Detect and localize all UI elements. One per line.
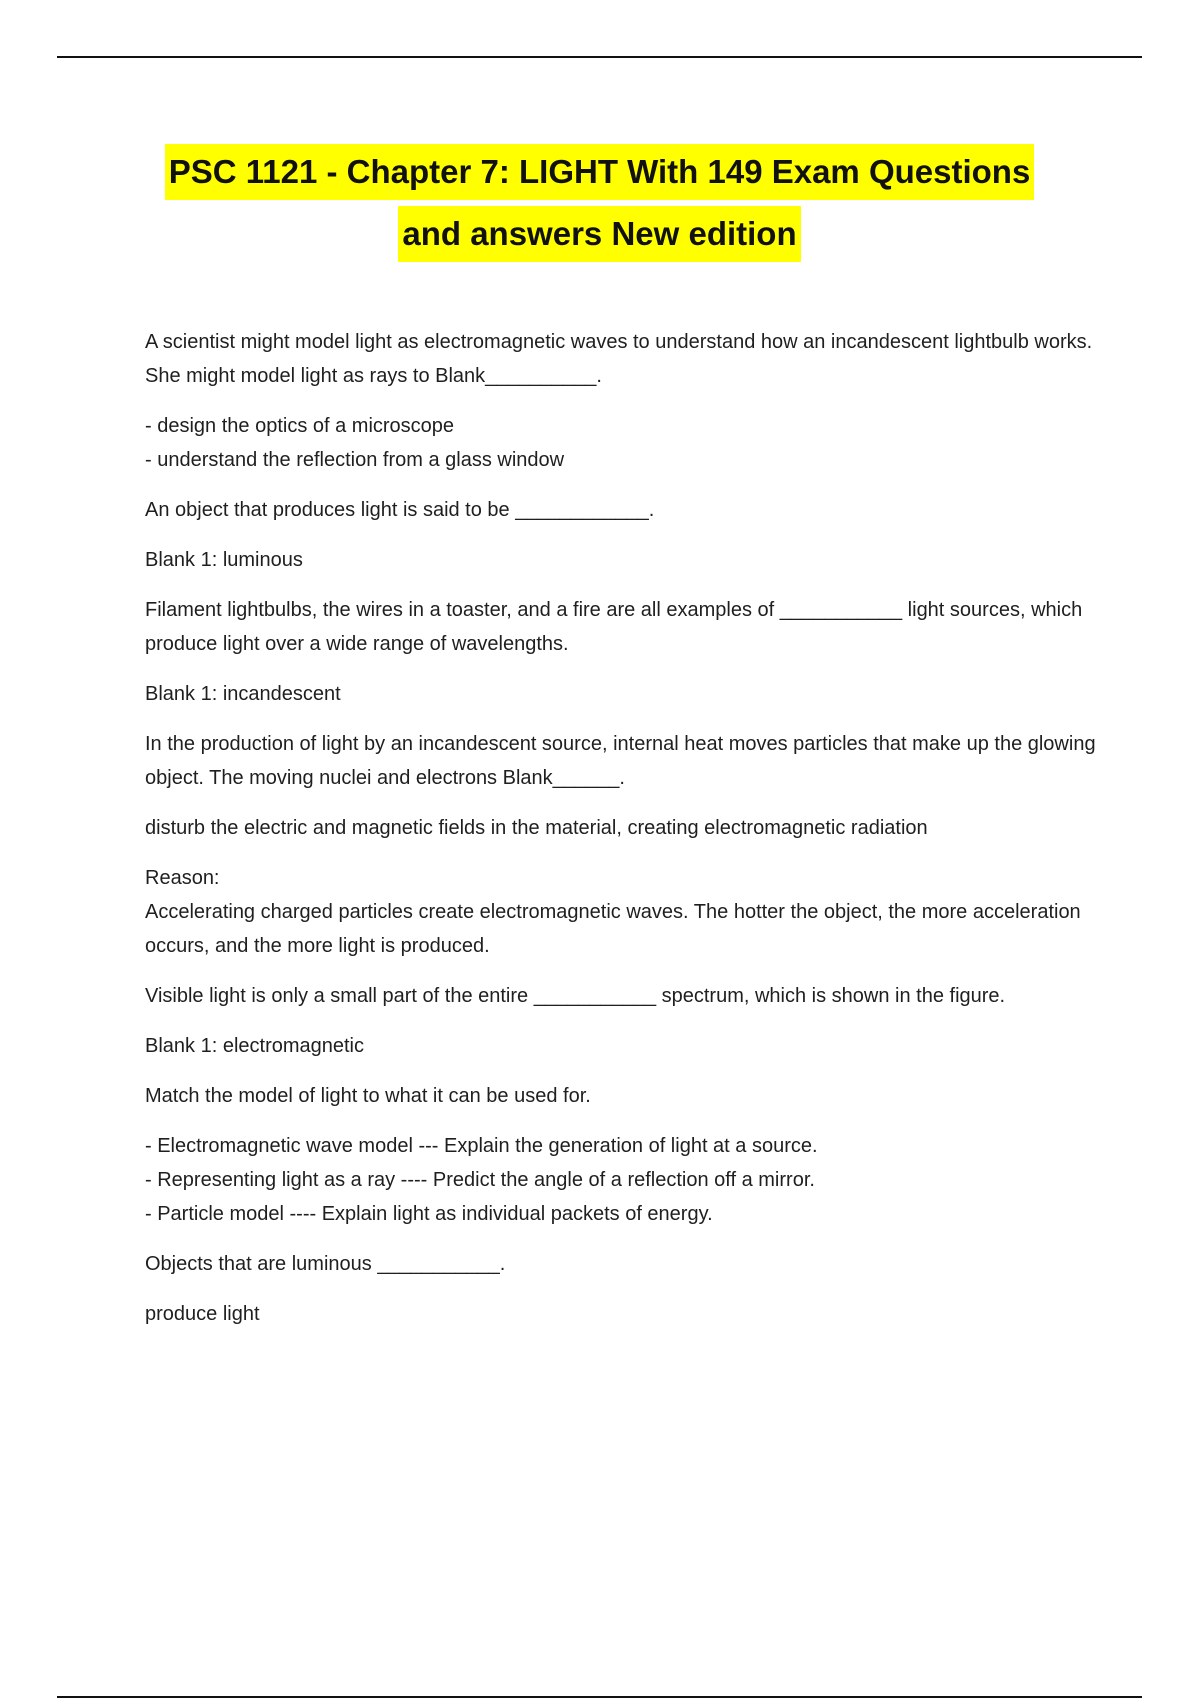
reason-block xyxy=(145,861,1105,963)
top-rule xyxy=(57,56,1142,58)
reason-label: Reason: xyxy=(145,867,220,889)
answer-5: Blank 1: electromagnetic xyxy=(145,1035,365,1057)
question-3: Filament lightbulbs, the wires in a toaster, and a fire are all examples of ___________ light sources, which produce light over a wide range of wavelengths. xyxy=(145,599,1083,655)
reason-text: Accelerating charged particles create electromagnetic waves. The hotter the object, the more acceleration occurs, and the more light is produced. xyxy=(145,901,1081,957)
bottom-rule xyxy=(57,1696,1142,1698)
title-line-1: PSC 1121 - Chapter 7: LIGHT With 149 Exam Questions xyxy=(165,144,1035,200)
question-5: Visible light is only a small part of the entire ___________ spectrum, which is shown in the figure. xyxy=(145,985,1006,1007)
question-2: An object that produces light is said to be ____________. xyxy=(145,499,655,521)
title-line-2: and answers New edition xyxy=(398,206,800,262)
answer-6-item: - Representing light as a ray ---- Predict the angle of a reflection off a mirror. xyxy=(145,1169,815,1191)
answer-1-list xyxy=(145,409,1105,477)
question-7: Objects that are luminous ___________. xyxy=(145,1253,506,1275)
question-6: Match the model of light to what it can be used for. xyxy=(145,1085,591,1107)
answer-1-item: - understand the reflection from a glass window xyxy=(145,449,565,471)
question-1: A scientist might model light as electromagnetic waves to understand how an incandescent lightbulb works. She might model light as rays to Blank__________. xyxy=(145,331,1093,387)
answer-7: produce light xyxy=(145,1303,260,1325)
document-body xyxy=(145,325,1105,1347)
document-title xyxy=(57,144,1142,268)
answer-6-item: - Electromagnetic wave model --- Explain the generation of light at a source. xyxy=(145,1135,818,1157)
answer-6-list xyxy=(145,1129,1105,1231)
answer-6-item: - Particle model ---- Explain light as individual packets of energy. xyxy=(145,1203,713,1225)
question-4: In the production of light by an incandescent source, internal heat moves particles that make up the glowing object. The moving nuclei and electrons Blank______. xyxy=(145,733,1096,789)
answer-2: Blank 1: luminous xyxy=(145,549,303,571)
answer-4: disturb the electric and magnetic fields in the material, creating electromagnetic radiation xyxy=(145,817,928,839)
answer-3: Blank 1: incandescent xyxy=(145,683,341,705)
answer-1-item: - design the optics of a microscope xyxy=(145,415,455,437)
